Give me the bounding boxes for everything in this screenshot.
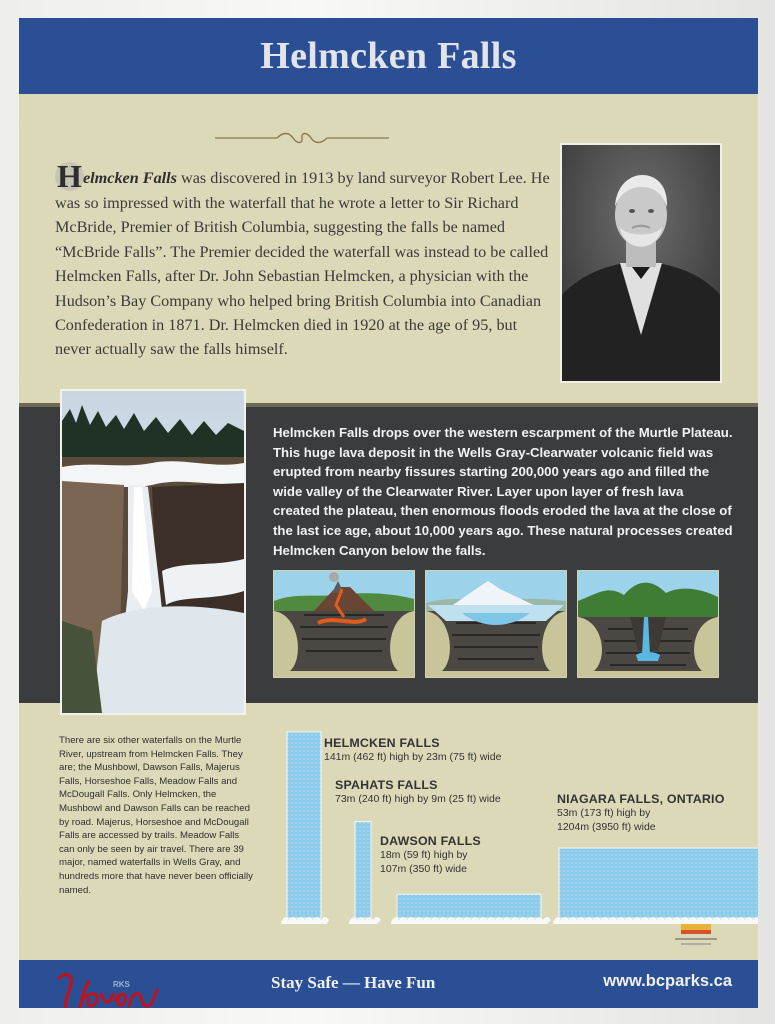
spahats-name: SPAHATS FALLS: [335, 778, 438, 792]
helmcken-name: HELMCKEN FALLS: [324, 736, 440, 750]
history-paragraph: [55, 158, 551, 362]
ornament-divider-icon: [215, 132, 389, 144]
page-title: Helmcken Falls: [260, 35, 517, 77]
waterfalls-note: There are six other waterfalls on the Murtle River, upstream from Helmcken Falls. They are; the Mushbowl, Dawson Falls, Majerus Falls, Horseshoe Falls, Meadow Falls and McDougall Falls. Only Helmcken, the Mushbowl and Dawson Falls can be reached by road. Majerus, Horseshoe and McDougall Falls are accessed by trails. Meadow Falls can only be seen by air travel. There are 39 major, named waterfalls in Wells Gray, and hundreds more that have never been officially named.: [59, 735, 253, 896]
spahats-label: [335, 778, 501, 806]
geology-description: Helmcken Falls drops over the western escarpment of the Murtle Plateau. This huge lava deposit in the Wells Gray-Clearwater volcanic field was erupted from nearby fissures starting 200,000 years ago and filled the wide valley of the Clearwater River. Layer upon layer of fresh lava created the plateau, then enormous floods eroded the lava at the close of the last ice age, about 10,000 years ago. These natural processes created Helmcken Canyon below the falls.: [273, 425, 733, 558]
diagram-canyon: [577, 570, 719, 678]
history-body: was discovered in 1913 by land surveyor Robert Lee. He was so impressed with the waterfall that he wrote a letter to Sir Richard McBride, Premier of British Columbia, suggesting the falls be named “McBride Falls”. The Premier decided the waterfall was instead to be called Helmcken Falls, after Dr. John Sebastian Helmcken, a physician with the Hudson’s Bay Company who helped bring British Columbia into Canadian Confederation in 1871. Dr. Helmcken died in 1920 at the age of 95, but never actually saw the falls himself.: [55, 169, 550, 359]
bar-dawson: [397, 894, 541, 918]
spahats-detail: 73m (240 ft) high by 9m (25 ft) wide: [335, 793, 501, 805]
bar-helmcken: [287, 732, 321, 918]
title-banner: [19, 18, 758, 94]
niagara-label: [557, 792, 725, 834]
bc-parks-logo-icon: [673, 922, 719, 948]
niagara-detail-2: 1204m (3950 ft) wide: [557, 821, 656, 833]
dawson-detail-2: 107m (350 ft) wide: [380, 863, 467, 875]
helmcken-detail: 141m (462 ft) high by 23m (75 ft) wide: [324, 751, 502, 763]
helmcken-falls-photo: [60, 389, 246, 715]
interpretive-sign: [19, 18, 758, 1008]
signature-mark-icon: [55, 964, 159, 1008]
dawson-name: DAWSON FALLS: [380, 834, 481, 848]
footer-slogan: Stay Safe — Have Fun: [271, 973, 436, 992]
bar-spahats: [355, 822, 371, 918]
lead-phrase: elmcken Falls: [83, 169, 177, 187]
footer-url: www.bcparks.ca: [603, 972, 732, 990]
drop-cap: H: [55, 162, 84, 191]
bar-niagara: [559, 848, 758, 918]
niagara-name: NIAGARA FALLS, ONTARIO: [557, 792, 725, 806]
diagram-volcano: [273, 570, 415, 678]
helmcken-label: [324, 736, 501, 764]
helmcken-portrait-photo: [560, 143, 722, 383]
dawson-detail-1: 18m (59 ft) high by: [380, 849, 468, 861]
dawson-label: [380, 834, 481, 876]
parks-fragment: RKS: [113, 980, 130, 989]
niagara-detail-1: 53m (173 ft) high by: [557, 807, 651, 819]
diagram-glacier: [425, 570, 567, 678]
